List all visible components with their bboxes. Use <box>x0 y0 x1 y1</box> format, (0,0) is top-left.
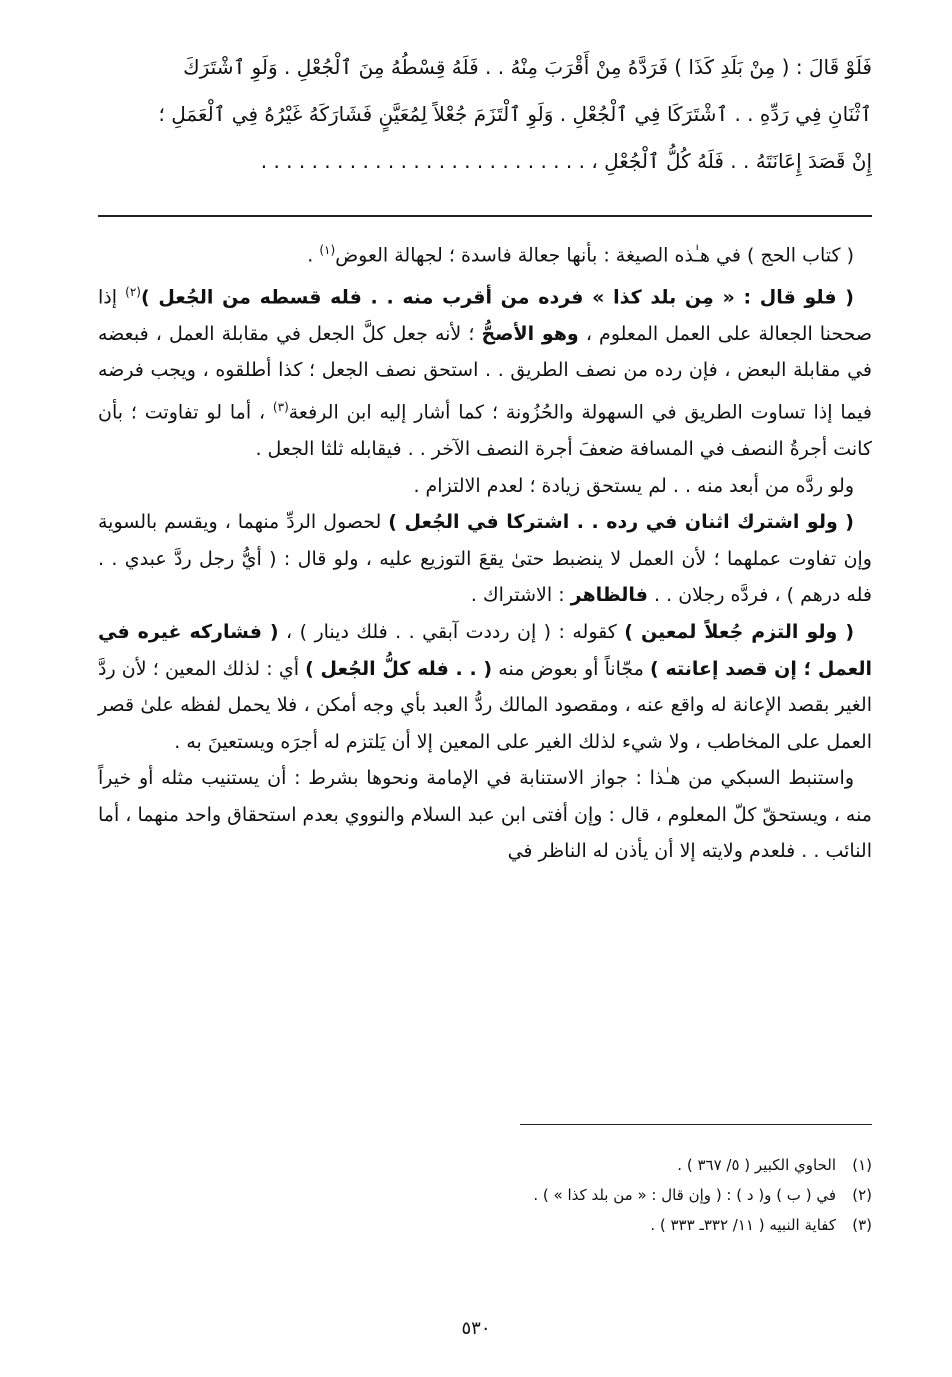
matn-text <box>98 44 872 185</box>
footnote-number: (١) <box>852 1156 872 1174</box>
commentary-paragraph: واستنبط السبكي من هـٰذا : جواز الاستنابة في الإمامة ونحوها بشرط : أن يستنيب مثله أو خيراً منه ، ويستحقّ كلّ المعلوم ، قال : وإن أفتى ابن عبد السلام والنووي بعدم استحقاق واحد منهما ، أما النائب . . فلعدم ولايته إلا أن يأذن له الناظر في <box>98 767 872 863</box>
commentary-paragraph: ولو ردَّه من أبعد منه . . لم يستحق زيادة ؛ لعدم الالتزام . <box>413 474 854 497</box>
paragraph-text: ، أما لو تفاوتت ؛ بأن كانت أجرةُ النصف في المسافة ضعفَ أجرة النصف الآخر . . فيقابله ثلثا الجعل . <box>98 401 872 460</box>
footnote-text: كفاية النبيه ( ١١/ ٣٣٢ـ ٣٣٣ ) . <box>650 1216 836 1234</box>
ruling-term: وهو الأصحُّ <box>481 322 579 345</box>
paragraph-text: . <box>307 244 320 267</box>
matn-line: ٱثْنَانِ فِي رَدِّهِ . . ٱشْتَرَكَا فِي ٱلْجُعْلِ . وَلَوِ ٱلْتَزَمَ جُعْلاً لِمُعَيَّنٍ فَشَارَكَهُ غَيْرُهُ فِي ٱلْعَمَلِ ؛ <box>158 102 872 126</box>
matn-quote: ( فشاركه غيره في العمل ؛ إن قصد إعانته ) <box>98 620 872 680</box>
footnote-ref[interactable]: (١) <box>319 243 336 257</box>
footnote-text: في ( ب ) و( د ) : ( وإن قال : « من بلد كذا » ) . <box>533 1186 836 1204</box>
paragraph-text: : الاشتراك . <box>470 584 571 607</box>
commentary-paragraph <box>98 232 872 274</box>
matn-separator-rule <box>98 215 872 217</box>
footnotes <box>98 1150 872 1240</box>
matn-quote: ( فلو قال : « مِن بلد كذا » فرده من أقرب منه . . فله قسطه من الجُعل ) <box>140 286 854 309</box>
footnote-text: الحاوي الكبير ( ٥/ ٣٦٧ ) . <box>677 1156 836 1174</box>
paragraph-text: كقوله : ( إن رددت آبقي . . فلك دينار ) ، <box>278 620 625 643</box>
paragraph-text: مجّاناً أو بعوض منه <box>492 657 651 680</box>
matn-line: فَلَوْ قَالَ : ( مِنْ بَلَدِ كَذَا ) فَرَدَّهُ مِنْ أَقْرَبَ مِنْهُ . . فَلَهُ قِسْطُهُ مِنَ ٱلْجُعْلِ . وَلَوِ ٱشْتَرَكَ <box>183 55 872 79</box>
matn-quote: ( . . فله كلُّ الجُعل ) <box>305 657 493 680</box>
page-number: ٥٣٠ <box>461 1318 491 1339</box>
footnote-separator-rule <box>520 1124 872 1125</box>
commentary-paragraph <box>98 504 872 614</box>
paragraph-text: ( كتاب الحج ) في هـٰذه الصيغة : بأنها جعالة فاسدة ؛ لجهالة العوض <box>335 244 854 267</box>
commentary-text <box>98 232 872 870</box>
footnote-number: (٣) <box>852 1216 872 1234</box>
paragraph-text: إذا صححنا الجعالة على العمل المعلوم ، <box>98 286 872 345</box>
matn-quote: ( ولو اشترك اثنان في رده . . اشتركا في الجُعل ) <box>388 511 854 534</box>
matn-line: إِنْ قَصَدَ إِعَانَتَهُ . . فَلَهُ كُلُّ ٱلْجُعْلِ ، . . . . . . . . . . . . . . . . . . . . . . . . . . <box>260 149 872 173</box>
footnote <box>98 1180 872 1210</box>
paragraph-text: أي : لذلك المعين ؛ لأن ردَّ الغير بقصد الإعانة له واقع عنه ، ومقصود المالك ردُّ العبد بأي وجه أمكن ، فلا يحمل لفظه علىٰ قصر العمل على المخاطب ، ولا شيء لذلك الغير على المعين إلا أن يَلتزم له أجرَه ويستعينَ به . <box>98 657 872 753</box>
commentary-paragraph <box>98 274 872 468</box>
footnote-ref[interactable]: (٣) <box>272 400 289 415</box>
paragraph-text: لحصول الردِّ منهما ، ويقسم بالسوية وإن تفاوت عملهما ؛ لأن العمل لا ينضبط حتىٰ يقعَ التوزيع عليه ، ولو قال : ( أيُّ رجل ردَّ عبدي . . فله درهم ) ، فردَّه رجلان . . <box>98 511 872 607</box>
footnote-number: (٢) <box>852 1186 872 1204</box>
footnote <box>98 1210 872 1240</box>
ruling-term: فالظاهر <box>570 584 648 607</box>
paragraph-text: ؛ لأنه جعل كلَّ الجعل في مقابلة العمل ، فبعضه في مقابلة البعض ، فإن رده من نصف الطريق . . استحق نصف الجعل ؛ كذا أطلقوه ، ويجب فرضه فيما إذا تساوت الطريق في السهولة والحُزُونة ؛ كما أشار إليه ابن الرفعة <box>98 322 872 424</box>
footnote-ref[interactable]: (٢) <box>125 284 141 299</box>
commentary-paragraph <box>98 614 872 760</box>
matn-quote: ( ولو التزم جُعلاً لمعين ) <box>624 620 855 643</box>
footnote <box>98 1150 872 1180</box>
